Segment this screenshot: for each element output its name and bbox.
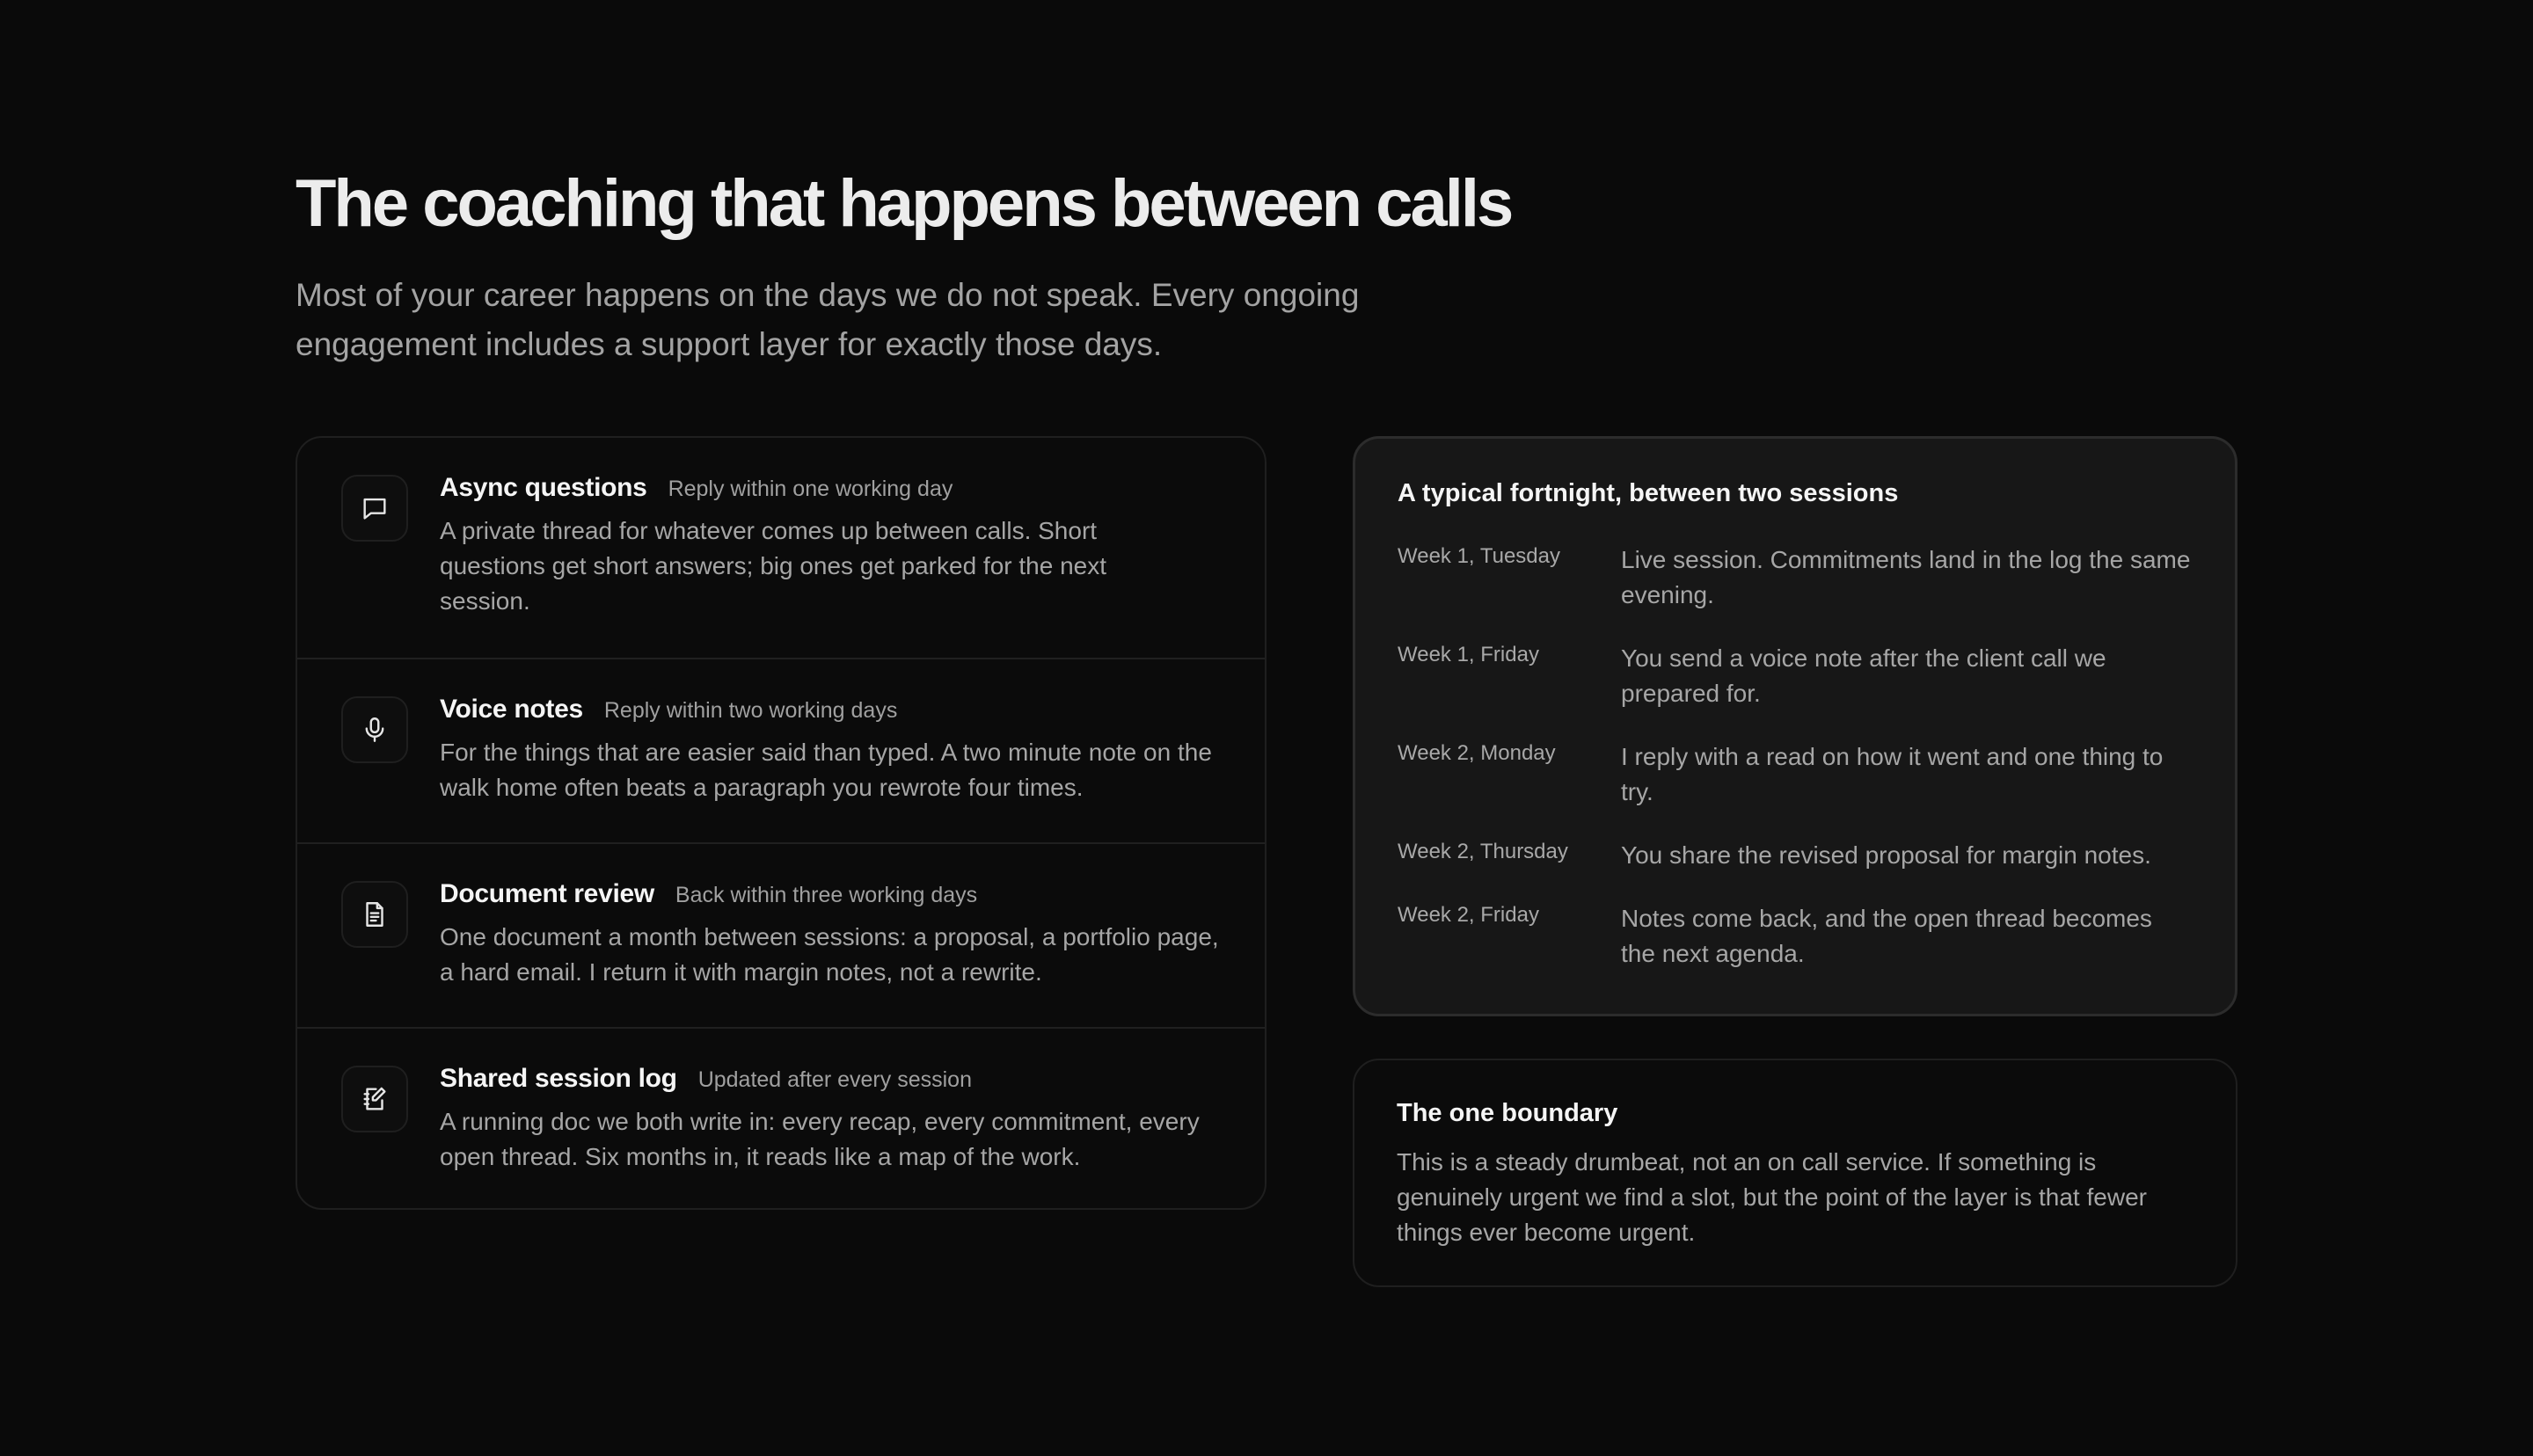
- feature-async-questions: [297, 438, 1265, 658]
- feature-name: Document review: [440, 879, 654, 908]
- timeline-day: Week 1, Tuesday: [1398, 544, 1560, 568]
- notebook-pen-icon: [341, 1066, 408, 1132]
- fortnight-timeline-card: [1353, 436, 2237, 1016]
- feature-response-time: Updated after every session: [697, 1067, 972, 1092]
- timeline-text: I reply with a read on how it went and one thing to try.: [1621, 743, 2164, 805]
- timeline-day: Week 1, Friday: [1398, 643, 1539, 666]
- boundary-title: The one boundary: [1397, 1099, 1618, 1127]
- page-subtitle: Most of your career happens on the days we do not speak. Every ongoing engagement includes a support layer for exactly those days.: [296, 277, 1360, 362]
- boundary-text: This is a steady drumbeat, not an on call service. If something is genuinely urgent we find a slot, but the point of the layer is that fewer things ever become urgent.: [1397, 1148, 2147, 1246]
- support-features-list: [296, 436, 1266, 1210]
- feature-document-review: [297, 842, 1265, 1027]
- section-header: [296, 158, 1544, 369]
- feature-response-time: Reply within one working day: [668, 477, 953, 501]
- feature-shared-session-log: [297, 1027, 1265, 1210]
- feature-name: Async questions: [440, 473, 647, 502]
- feature-voice-notes: [297, 658, 1265, 842]
- timeline-day: Week 2, Friday: [1398, 903, 1539, 927]
- timeline-day: Week 2, Monday: [1398, 741, 1556, 765]
- feature-response-time: Back within three working days: [675, 883, 978, 907]
- timeline-day: Week 2, Thursday: [1398, 840, 1568, 863]
- timeline-title: A typical fortnight, between two sessions: [1398, 479, 1899, 507]
- chat-bubble-icon: [341, 475, 408, 542]
- feature-description: One document a month between sessions: a proposal, a portfolio page, a hard email. I return it with margin notes, not a rewrite.: [440, 923, 1219, 986]
- feature-response-time: Reply within two working days: [603, 698, 898, 723]
- feature-description: A private thread for whatever comes up between calls. Short questions get short answers; big ones get parked for the next session.: [440, 517, 1107, 615]
- feature-name: Shared session log: [440, 1064, 677, 1093]
- feature-description: For the things that are easier said than typed. A two minute note on the walk home often beats a paragraph you rewrote four times.: [440, 739, 1212, 801]
- timeline-text: Live session. Commitments land in the log the same evening.: [1621, 546, 2191, 608]
- feature-description: A running doc we both write in: every recap, every commitment, every open thread. Six months in, it reads like a map of the work.: [440, 1108, 1200, 1170]
- microphone-icon: [341, 696, 408, 763]
- boundary-card: [1353, 1059, 2237, 1287]
- timeline-text: You share the revised proposal for margin notes.: [1621, 841, 2151, 869]
- feature-name: Voice notes: [440, 695, 583, 724]
- timeline-text: Notes come back, and the open thread becomes the next agenda.: [1621, 905, 2152, 967]
- page-title: The coaching that happens between calls: [296, 166, 1512, 241]
- timeline-text: You send a voice note after the client call we prepared for.: [1621, 644, 2106, 707]
- document-icon: [341, 881, 408, 948]
